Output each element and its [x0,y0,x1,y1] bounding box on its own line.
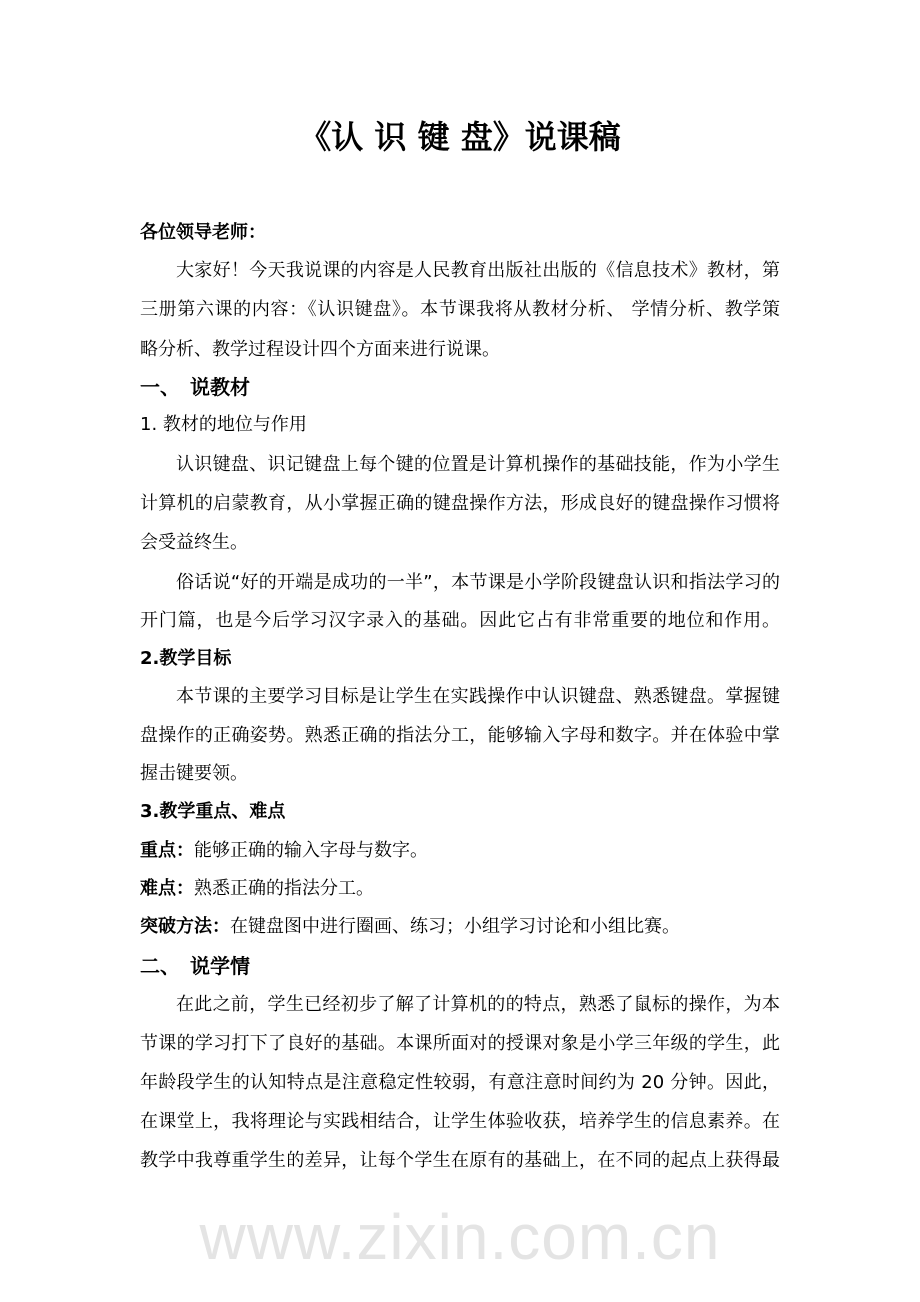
method-text: 在键盘图中进行圈画、练习；小组学习讨论和小组比赛。 [230,916,680,937]
method-label: 突破方法： [140,916,230,937]
intro-line: 三册第六课的内容：《认识键盘》。本节课我将从教材分析、 学情分析、教学策 [140,299,780,320]
para-line: 年龄段学生的认知特点是注意稳定性较弱，有意注意时间约为 20 分钟。因此， [140,1072,780,1093]
para-line: 开门篇，也是今后学习汉字录入的基础。因此它占有非常重要的地位和作用。 [140,610,780,631]
subheading: 2.教学目标 [140,648,232,669]
watermark: www.zixin.com.cn [199,1201,721,1273]
para-line: 教学中我尊重学生的差异，让每个学生在原有的基础上，在不同的起点上获得最 [140,1150,780,1171]
para-line: 握击键要领。 [140,763,248,784]
intro-line: 略分析、教学过程设计四个方面来进行说课。 [140,339,500,360]
para-line: 在此之前，学生已经初步了解了计算机的的特点，熟悉了鼠标的操作，为本 [176,994,780,1015]
para-line: 认识键盘、识记键盘上每个键的位置是计算机操作的基础技能，作为小学生 [176,454,780,475]
para-line: 盘操作的正确姿势。熟悉正确的指法分工，能够输入字母和数字。并在体验中掌 [140,725,780,746]
key-point [140,839,780,863]
subheading: 3.教学重点、难点 [140,801,286,822]
para-line: 会受益终生。 [140,532,248,553]
key-text: 能够正确的输入字母与数字。 [194,840,428,861]
section-heading: 二、 说学情 [140,954,250,978]
difficulty [140,877,780,901]
para-line: 计算机的启蒙教育，从小掌握正确的键盘操作方法，形成良好的键盘操作习惯将 [140,493,780,514]
page-title: 《认 识 键 盘》说课稿 [299,118,621,156]
diff-text: 熟悉正确的指法分工。 [194,878,374,899]
key-label: 重点： [140,840,194,861]
para-line: 本节课的主要学习目标是让学生在实践操作中认识键盘、熟悉键盘。掌握键 [176,686,780,707]
para-line: 俗话说“好的开端是成功的一半”，本节课是小学阶段键盘认识和指法学习的 [176,572,780,593]
subheading: 1. 教材的地位与作用 [140,414,307,435]
section-heading: 一、 说教材 [140,375,250,399]
greeting: 各位领导老师： [140,222,266,243]
para-line: 在课堂上，我将理论与实践相结合，让学生体验收获，培养学生的信息素养。在 [140,1111,780,1132]
diff-label: 难点： [140,878,194,899]
para-line: 节课的学习打下了良好的基础。本课所面对的授课对象是小学三年级的学生，此 [140,1033,780,1054]
intro-line: 大家好！今天我说课的内容是人民教育出版社出版的《信息技术》教材，第 [176,260,780,281]
method [140,915,780,939]
